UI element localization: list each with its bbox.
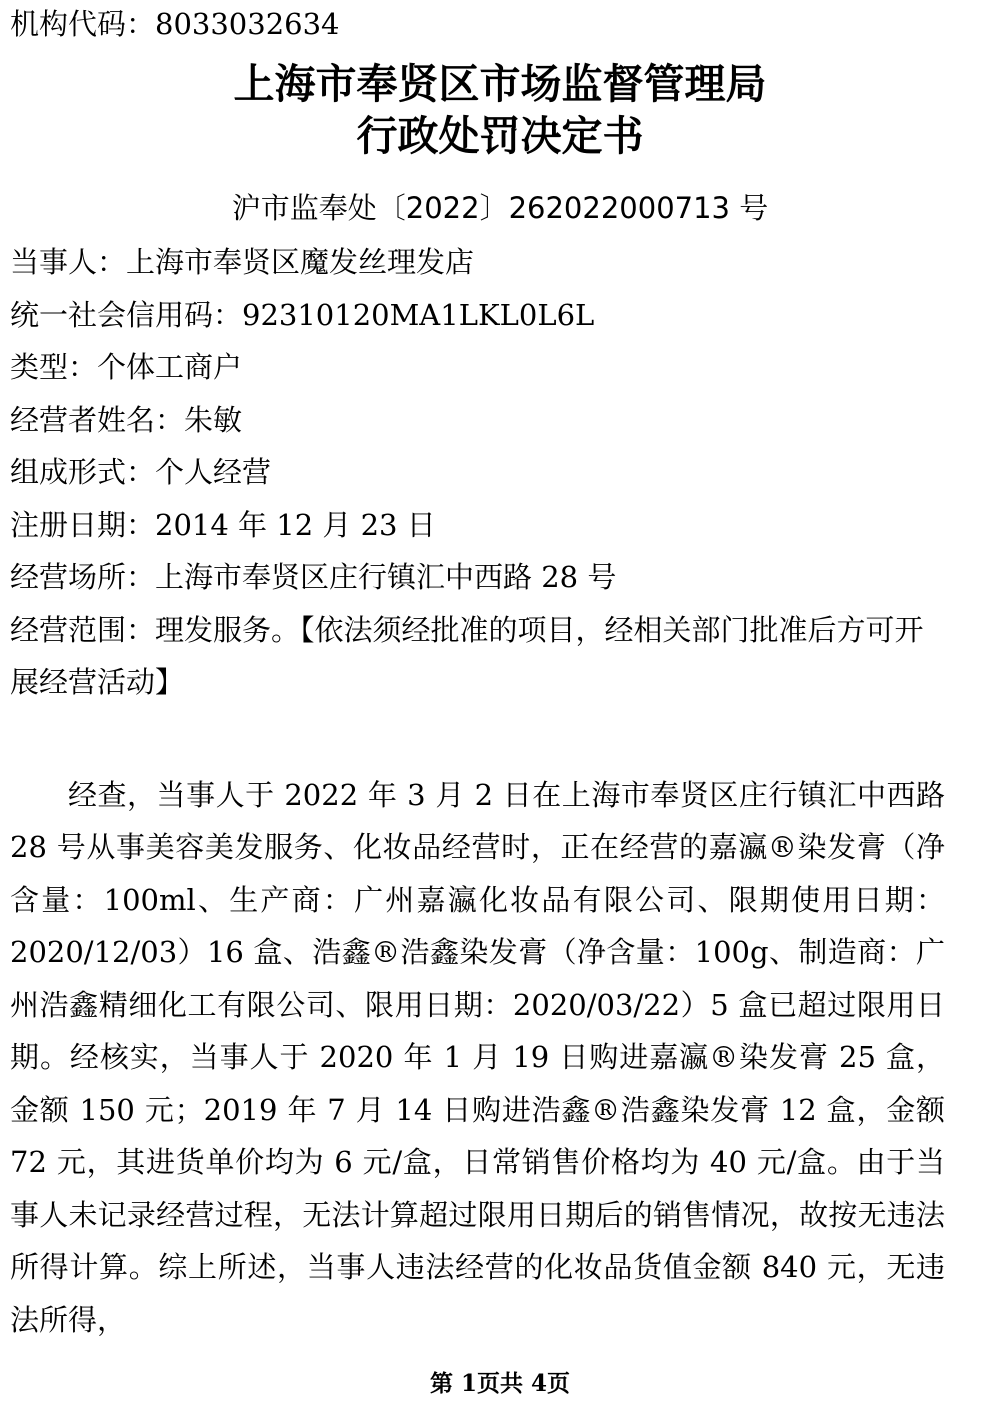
field-form: 组成形式：个人经营 (10, 455, 272, 489)
field-type: 类型：个体工商户 (10, 350, 243, 384)
document-title-type: 行政处罚决定书 (356, 112, 644, 160)
field-reg-date: 注册日期：2014 年 12 月 23 日 (10, 507, 436, 542)
field-operator: 经营者姓名：朱敏 (10, 402, 243, 437)
field-party: 当事人：上海市奉贤区魔发丝理发店 (10, 245, 475, 279)
org-code: 机构代码：8033032634 (10, 7, 340, 41)
field-credit-code: 统一社会信用码：92310120MA1LKL0L6L (10, 297, 595, 332)
field-address: 经营场所：上海市奉贤区庄行镇汇中西路 28 号 (10, 560, 617, 594)
page-footer: 第 1页共 4页 (429, 1370, 571, 1397)
body-paragraph: 经查，当事人于 2022 年 3 月 2 日在上海市奉贤区庄行镇汇中西路 28 号从事美容美发服务、化妆品经营时，正在经营的嘉瀛®染发膏（净含量：100ml、生产商：广州嘉瀛化妆品有限公司、限期使用日期：2020/12/03）16 盒、浩鑫®浩鑫染发膏（净含量：100g、制造商：广州浩鑫精细化工有限公司、限用日期：2020/03/22）5 盒已超过限用日期。经核实，当事人于 2020 年 1 月 19 日购进嘉瀛®染发膏 25 盒，金额 150 元；2019 年 7 月 14 日购进浩鑫®浩鑫染发膏 12 盒，金额 72 元，其进货单价均为 6 元/盒，日常销售价格均为 40 元/盒。由于当事人未记录经营过程，无法计算超过限用日期后的销售情况，故按无违法所得计算。综上所述，当事人违法经营的化妆品货值金额 840 元，无违法所得， (10, 777, 945, 1337)
party-info-section (10, 236, 945, 1346)
field-scope: 经营范围：理发服务。【依法须经批准的项目，经相关部门批准后方可开展经营活动】 (10, 612, 924, 699)
document-title-agency: 上海市奉贤区市场监督管理局 (233, 60, 767, 108)
document-number: 沪市监奉处〔2022〕262022000713 号 (231, 191, 769, 225)
section-gap (10, 709, 945, 769)
